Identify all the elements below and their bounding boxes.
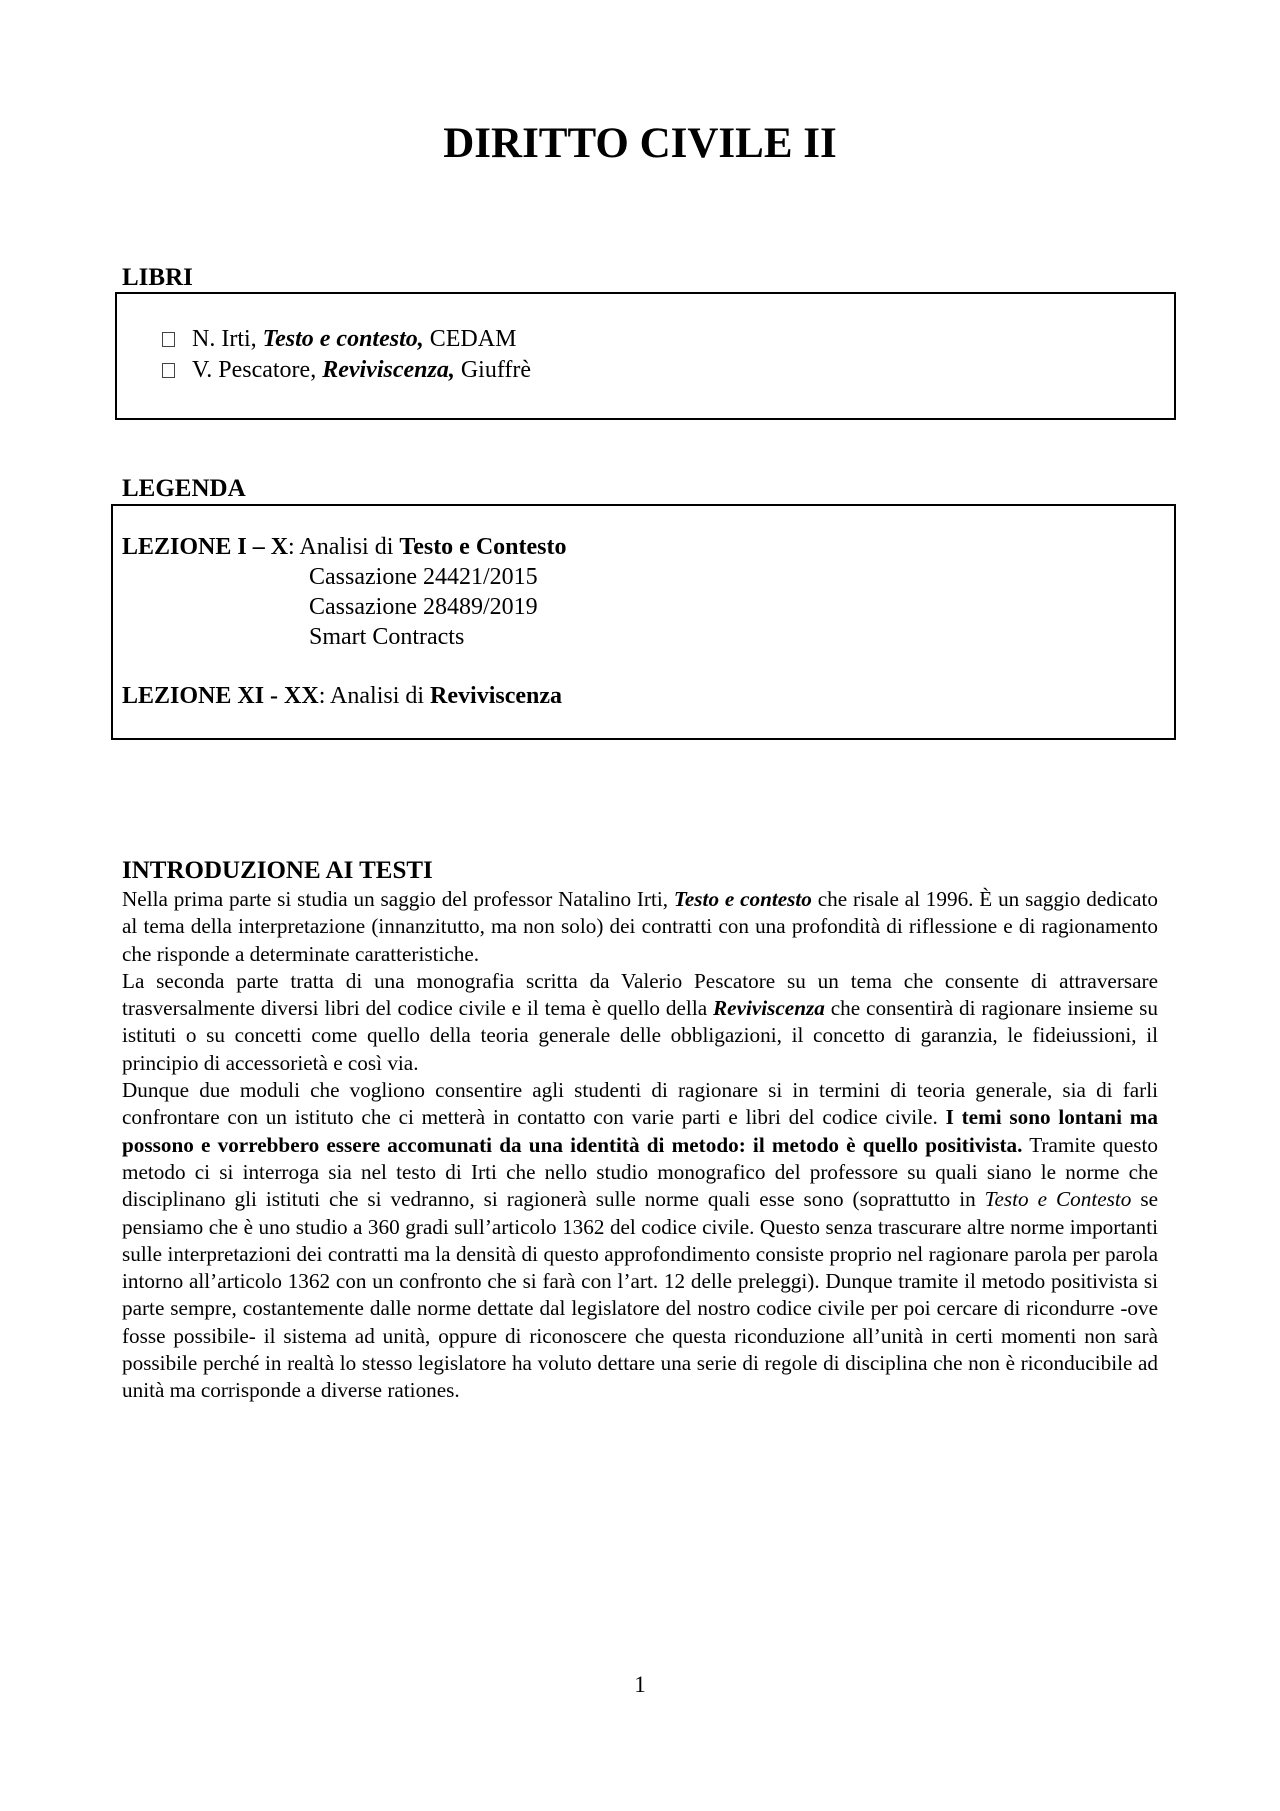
lezione-2-label: LEZIONE XI - XX	[122, 683, 319, 709]
lezione-1-sub-3: Smart Contracts	[309, 624, 465, 650]
intro-text: Dunque due moduli che vogliono consentire agli studenti di ragionare si in termini di teoria generale, sia di farli confrontare con un istituto che ci metterà in contatto con varie parti e libri del codice civile.	[122, 1078, 1158, 1130]
intro-text: se pensiamo che è uno studio a 360 gradi sull’articolo 1362 del codice civile. Questo senza trascurare altre norme importanti sulle interpretazioni dei contratti ma la densità di questo approfondimento consiste proprio nel ragionare parola per parola intorno all’articolo 1362 con un confronto che si farà con l’art. 12 delle preleggi). Dunque tramite il metodo positivista si parte sempre, costantemente dalle norme dettate dal legislatore del nostro codice civile per poi cercare di ricondurre -ove fosse possibile- il sistema ad unità, oppure di riconoscere che questa riconduzione all’unità in certi momenti non sarà possibile perché in realtà lo stesso legislatore ha voluto dettare una serie di regole di disciplina che non è riconducibile ad unità ma corrisponde a diverse rationes.	[122, 1187, 1158, 1403]
book-item-pescatore	[162, 355, 531, 386]
intro-text: che risale al 1996. È un saggio dedicato al tema della interpretazione (innanzitutto, ma non solo) dei contratti con una profondità di riflessione e di ragionamento che risponde a determinate caratteristiche.	[122, 887, 1159, 966]
intro-paragraph-3	[122, 1077, 1158, 1405]
intro-emphasis: Reviviscenza	[713, 996, 825, 1021]
intro-heading: INTRODUZIONE AI TESTI	[122, 857, 433, 884]
book-list	[162, 324, 531, 386]
intro-paragraph-2	[122, 968, 1158, 1077]
lezione-1-subject: Testo e Contesto	[399, 534, 567, 560]
bullet-box-icon	[162, 363, 175, 378]
intro-text: Nella prima parte si studia un saggio del professor Natalino Irti,	[122, 887, 674, 911]
intro-text: Tramite questo metodo ci si interroga sia nel testo di Irti che nello studio monografico del professore su quali siano le norme che disciplinano gli istituti che si vedranno, si ragionerà sulle norme quali esse sono (soprattutto in	[122, 1132, 1159, 1212]
intro-bold-text: I temi sono lontani ma possono e vorrebbero essere accomunati da una identità di metodo: il metodo è quello positivista.	[122, 1105, 1158, 1157]
lezione-1-line	[122, 532, 567, 562]
bullet-box-icon	[162, 332, 175, 347]
libri-box	[115, 292, 1176, 420]
legenda-box	[111, 504, 1176, 740]
lezione-1-label: LEZIONE I – X	[122, 534, 289, 560]
intro-text: che consentirà di ragionare insieme su istituti o su concetti come quello della teoria generale delle obbligazioni, il concetto di garanzia, le fideiussioni, il principio di accessorietà e così via.	[122, 996, 1158, 1075]
document-title: DIRITTO CIVILE II	[443, 120, 837, 167]
intro-italic-text: Testo e Contesto	[984, 1187, 1132, 1212]
libri-heading: LIBRI	[122, 264, 193, 291]
lezione-2-line	[122, 681, 562, 711]
book-author: N. Irti,	[192, 326, 263, 352]
lezione-1-sub-2: Cassazione 28489/2019	[309, 594, 538, 620]
legenda-heading: LEGENDA	[122, 475, 246, 502]
book-author: V. Pescatore,	[192, 357, 323, 383]
intro-emphasis: Testo e contesto	[673, 887, 812, 911]
page-number: 1	[634, 1672, 646, 1697]
lezione-1-text: : Analisi di	[288, 534, 400, 560]
intro-text: La seconda parte tratta di una monografia scritta da Valerio Pescatore su un tema che consente di attraversare trasversalmente diversi libri del codice civile e il tema è quello della	[122, 968, 1158, 1021]
book-publisher: CEDAM	[423, 326, 517, 352]
intro-body	[122, 886, 1158, 1405]
lezione-2-text: : Analisi di	[318, 683, 431, 709]
intro-paragraph-1	[122, 886, 1158, 968]
lezione-1-sub-1: Cassazione 24421/2015	[309, 564, 538, 590]
book-title: Reviviscenza,	[322, 357, 455, 383]
book-item-irti	[162, 324, 531, 355]
book-title: Testo e contesto,	[262, 326, 424, 352]
book-publisher: Giuffrè	[454, 357, 532, 383]
lezione-2-subject: Reviviscenza	[430, 683, 563, 709]
